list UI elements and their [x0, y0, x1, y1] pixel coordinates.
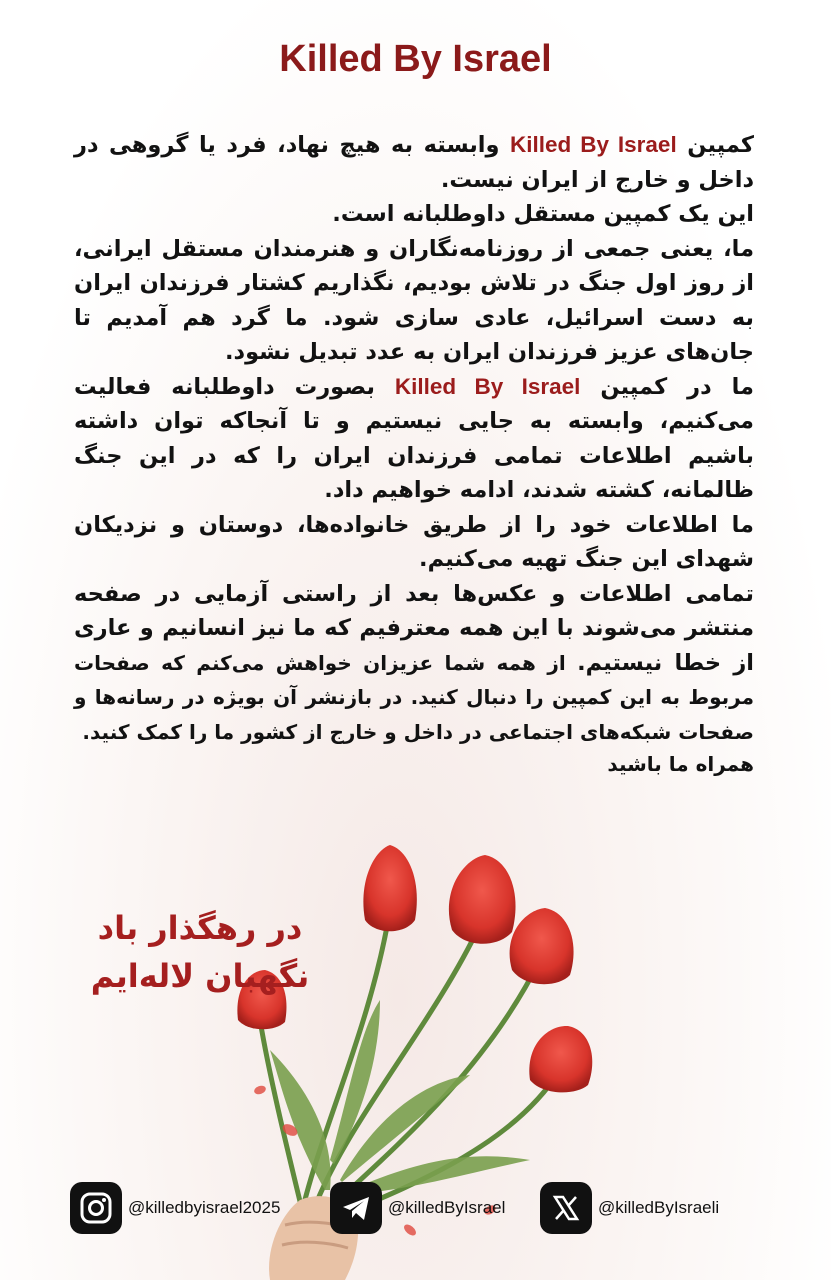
paragraph-1: [74, 128, 754, 197]
paragraph-6: [74, 577, 754, 750]
telegram-link[interactable]: [330, 1180, 505, 1236]
x-handle: @killedByIsraeli: [598, 1198, 720, 1217]
paragraph-7: همراه ما باشید: [607, 752, 754, 776]
slogan-line-1: در رهگذار باد: [97, 909, 303, 947]
paragraph-3: ما، یعنی جمعی از روزنامه‌نگاران و هنرمندان مستقل ایرانی، از روز اول جنگ در تلاش بودیم، نگذاریم کشتار فرزندان ایران به دست اسرائیل، عادی سازی شود. ما گرد هم آمدیم تا جان‌های عزیز فرزندان ایران به عدد تبدیل نشود.: [74, 235, 754, 365]
slogan: [60, 904, 340, 1000]
paragraph-1-rest: وابسته به هیچ نهاد، فرد یا گروهی در داخل و خارج از ایران نیست.: [74, 132, 754, 193]
x-link[interactable]: [540, 1180, 719, 1236]
slogan-line-2: نگهبان لاله‌ایم: [90, 957, 310, 995]
paragraph-4-lead: ما در کمپین: [580, 373, 754, 400]
paragraph-6-lead: تمامی اطلاعات و عکس‌ها بعد از راستی آزمایی در صفحه منتشر می‌شوند با این همه معترفیم که ما نیز انسانیم و عاری از خطا نیستیم.: [74, 580, 754, 676]
telegram-icon: [330, 1182, 382, 1234]
brand-highlight: Killed By Israel: [510, 132, 677, 157]
paragraph-4: [74, 370, 754, 508]
instagram-link[interactable]: [70, 1180, 280, 1236]
paragraph-1-lead: کمپین: [676, 132, 754, 158]
paragraph-5: ما اطلاعات خود را از طریق خانواده‌ها، دوستان و نزدیکان شهدای این جنگ تهیه می‌کنیم.: [74, 511, 754, 572]
x-icon: [540, 1182, 592, 1234]
instagram-handle: @killedbyisrael2025: [128, 1198, 281, 1217]
telegram-handle: @killedByIsrael: [388, 1198, 506, 1217]
brand-highlight: Killed By Israel: [394, 373, 581, 399]
paragraph-6-tail: از همه شما عزیزان خواهش می‌کنم که صفحات مربوط به این کمپین را دنبال کنید. در بازنشر آن بویژه در رسانه‌ها و صفحات شبکه‌های اجتماعی در داخل و خارج از کشور ما را کمک کنید.: [74, 650, 754, 744]
campaign-statement: [74, 128, 754, 780]
paragraph-2: این یک کمپین مستقل داوطلبانه است.: [332, 201, 754, 227]
instagram-icon: [70, 1182, 122, 1234]
social-links: [70, 1180, 770, 1236]
page-title: Killed By Israel: [279, 38, 552, 80]
paragraph-4-rest: بصورت داوطلبانه فعالیت می‌کنیم، وابسته به جایی نیستیم و تا آنجاکه توان داشته باشیم اطلاعات تمامی فرزندان ایران را که در این جنگ ظالمانه، کشته شدند، ادامه خواهیم داد.: [74, 373, 754, 503]
